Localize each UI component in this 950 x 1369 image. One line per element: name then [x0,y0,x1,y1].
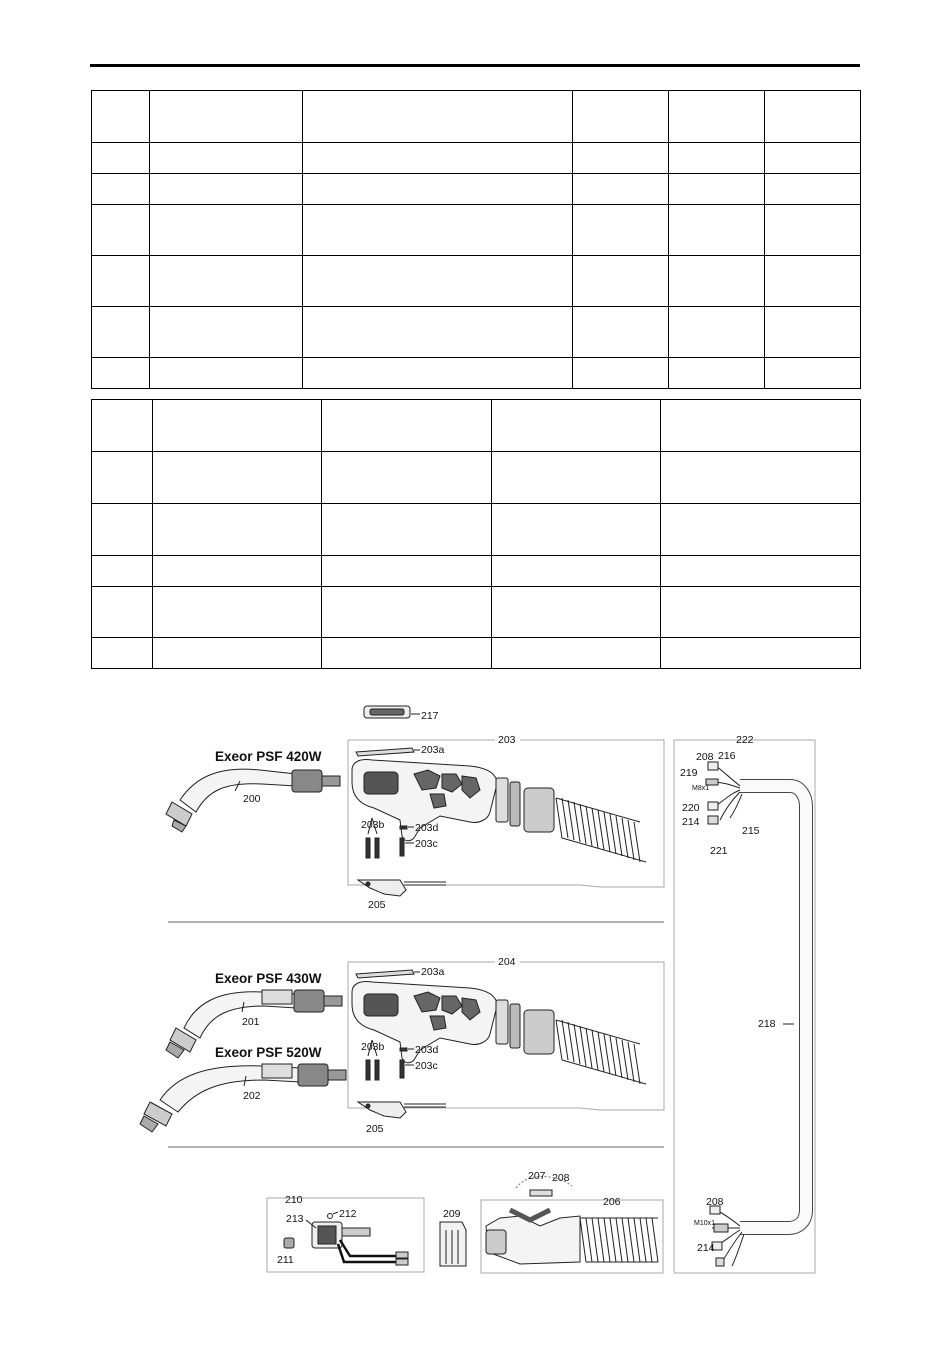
table-row [92,638,861,669]
callout-203: 203 [498,734,516,746]
table-header-row [92,400,861,452]
callout-205-1: 205 [368,899,386,911]
callout-201: 201 [242,1016,260,1028]
callout-203d-2: 203d [415,1044,439,1056]
part-203a-cover [356,748,420,756]
callout-200: 200 [243,793,261,805]
callout-203b-2: 203b [361,1041,385,1053]
part-217-cover [364,706,420,718]
callout-214-1: 214 [682,816,700,828]
table-row [92,504,861,556]
cable-fanout-top [706,762,742,824]
spring-3 [580,1218,658,1262]
callout-203d-1: 203d [415,822,439,834]
thread-label-m10x1: M10x1 [694,1220,716,1227]
cable-fanout-bottom [710,1206,744,1266]
thread-label-m8x1: M8x1 [692,785,710,792]
part-203d-pin-2 [400,1048,407,1051]
model-label-psf-430w: Exeor PSF 430W [215,971,322,986]
part-213-connector [312,1222,408,1265]
callout-205-2: 205 [366,1123,384,1135]
spring-2 [556,1020,646,1084]
part-205-trigger-2 [358,1102,446,1118]
parts-table-lower [91,399,861,669]
header-rule [90,64,860,67]
table-row [92,556,861,587]
callout-219: 219 [680,767,698,779]
callout-211: 211 [277,1254,294,1266]
table-row [92,143,861,174]
callout-220: 220 [682,802,700,814]
table-row [92,452,861,504]
part-203d-pin [400,826,407,829]
part-205-trigger-1 [358,880,446,896]
callout-222: 222 [736,734,754,746]
callout-209: 209 [443,1208,461,1220]
callout-207: 207 [528,1170,546,1182]
callout-208-2: 208 [696,751,714,763]
callout-204: 204 [498,956,516,968]
table-row [92,174,861,205]
callout-217: 217 [421,710,439,722]
part-203b-screws-2 [366,1060,370,1080]
callout-203c-1: 203c [415,838,438,850]
part-203c-screw-2 [400,1060,404,1078]
model-label-psf-520w: Exeor PSF 520W [215,1045,322,1060]
part-209-nut [440,1222,466,1266]
table-header-row [92,91,861,143]
part-212 [328,1214,333,1219]
callout-203b-1: 203b [361,819,385,831]
callout-213: 213 [286,1213,304,1225]
callout-212: 212 [339,1208,357,1220]
table-row [92,358,861,389]
part-203c-screw [400,838,404,856]
exploded-parts-drawing [0,690,950,1290]
table-row [92,587,861,638]
callout-221: 221 [710,845,728,857]
part-203a-cover-2 [356,970,414,978]
callout-215: 215 [742,825,760,837]
callout-208-3: 208 [706,1196,724,1208]
parts-table-upper [91,90,861,389]
callout-206: 206 [603,1196,621,1208]
callout-216: 216 [718,750,736,762]
callout-202: 202 [243,1090,261,1102]
callout-203c-2: 203c [415,1060,438,1072]
part-207-208 [530,1190,552,1196]
callout-203a-2: 203a [421,966,445,978]
part-218-cable [740,786,806,1228]
callout-218: 218 [758,1018,776,1030]
spring-1 [556,798,646,862]
callout-208-1: 208 [552,1172,570,1184]
table-row [92,307,861,358]
model-label-psf-420w: Exeor PSF 420W [215,749,322,764]
callout-210: 210 [285,1194,303,1206]
callout-203a-1: 203a [421,744,445,756]
table-row [92,205,861,256]
callout-214-2: 214 [697,1242,715,1254]
table-row [92,256,861,307]
part-211 [284,1238,294,1248]
